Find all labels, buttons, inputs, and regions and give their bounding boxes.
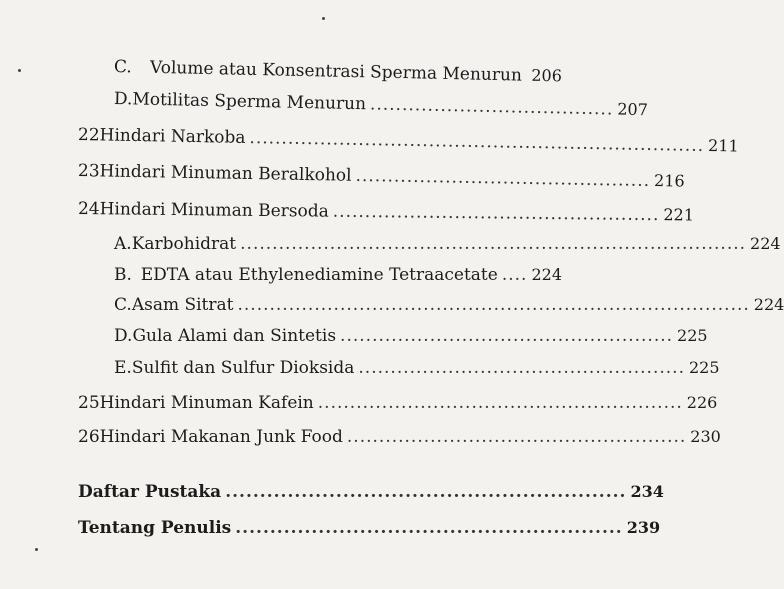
entry-page: 226: [686, 393, 718, 412]
entry-leader: ........................................................: [235, 518, 623, 538]
entry-page: 230: [690, 427, 721, 446]
entry-title: Motilitas Sperma Menurun: [132, 89, 367, 115]
entry-letter: C.: [114, 295, 132, 315]
entry-leader: ..............................................: [355, 165, 651, 191]
entry-title: EDTA atau Ethylenediamine Tetraacetate: [140, 265, 498, 285]
entry-letter: C.: [113, 57, 133, 78]
entry-number: 23: [77, 161, 100, 182]
toc-entry[interactable]: [114, 233, 781, 255]
entry-leader: .....................................................: [346, 427, 687, 447]
toc-backmatter-entry[interactable]: [78, 517, 661, 539]
entry-letter: E.: [114, 358, 132, 378]
toc-entry[interactable]: [77, 160, 685, 191]
toc-entry[interactable]: [78, 392, 718, 414]
entry-page: 224: [750, 234, 781, 253]
entry-title: Hindari Narkoba: [99, 125, 246, 148]
entry-leader: .......................................................................: [249, 127, 705, 156]
entry-letter: D.: [113, 89, 133, 110]
entry-leader: ....................................................: [340, 326, 674, 346]
entry-page: 224: [531, 265, 562, 284]
entry-leader: ................................................................................: [237, 295, 750, 315]
speck-mark: [35, 548, 38, 551]
entry-leader: ...................................................: [358, 358, 685, 378]
entry-title: Tentang Penulis: [78, 518, 232, 538]
entry-page: 206: [531, 65, 563, 86]
entry-leader: ......................................: [369, 94, 614, 120]
entry-number: 22: [77, 125, 100, 146]
entry-page: 234: [630, 482, 664, 501]
entry-page: 216: [653, 171, 685, 191]
toc-entry[interactable]: [78, 426, 721, 448]
entry-title: Hindari Minuman Bersoda: [99, 199, 329, 222]
entry-page: 221: [663, 205, 695, 225]
toc-entry[interactable]: [114, 357, 720, 379]
speck-mark: [322, 17, 325, 20]
entry-title: Hindari Makanan Junk Food: [99, 427, 343, 447]
toc-entry[interactable]: [77, 124, 739, 156]
entry-title: Karbohidrat: [131, 234, 237, 254]
toc-entry[interactable]: [77, 198, 695, 226]
entry-title: Volume atau Konsentrasi Sperma Menurun: [149, 57, 523, 86]
entry-leader: ..........................................................: [225, 482, 627, 502]
toc-entry[interactable]: [114, 294, 784, 316]
entry-letter: B.: [114, 265, 132, 285]
entry-letter: A.: [114, 234, 132, 254]
entry-number: 25: [78, 393, 100, 413]
entry-leader: ...............................................................................: [240, 234, 747, 254]
toc-entry[interactable]: [114, 325, 708, 347]
entry-number: 24: [77, 199, 100, 220]
entry-leader: .........................................................: [317, 393, 683, 413]
entry-page: 225: [689, 358, 720, 377]
entry-page: 225: [677, 326, 708, 345]
entry-leader: ...................................................: [332, 201, 660, 226]
entry-page: 224: [753, 295, 784, 314]
speck-mark: [18, 69, 21, 72]
entry-title: Hindari Minuman Beralkohol: [99, 161, 352, 186]
entry-title: Hindari Minuman Kafein: [99, 393, 314, 413]
entry-letter: D.: [114, 326, 133, 346]
toc-entry[interactable]: [113, 88, 649, 120]
entry-leader: ....: [501, 265, 528, 285]
toc-entry[interactable]: [114, 56, 562, 87]
entry-title: Gula Alami dan Sintetis: [132, 326, 337, 346]
entry-page: 207: [617, 99, 649, 120]
entry-title: Asam Sitrat: [131, 295, 234, 315]
entry-page: 239: [626, 518, 661, 537]
entry-page: 211: [707, 136, 739, 156]
entry-title: Daftar Pustaka: [78, 482, 222, 502]
entry-number: 26: [78, 427, 100, 447]
entry-title: Sulfit dan Sulfur Dioksida: [131, 358, 355, 378]
toc-backmatter-entry[interactable]: [78, 481, 664, 503]
toc-entry[interactable]: [114, 264, 562, 286]
